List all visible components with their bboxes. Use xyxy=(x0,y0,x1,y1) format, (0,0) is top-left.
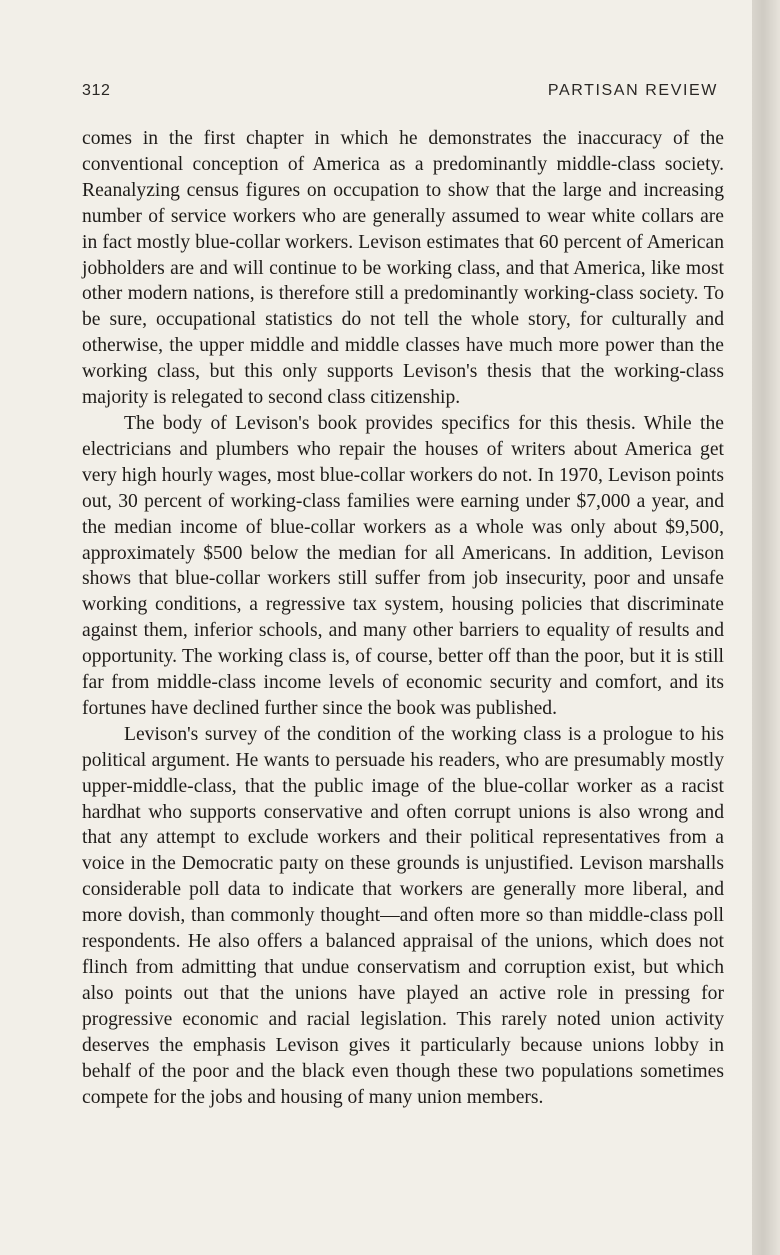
page-header xyxy=(82,82,718,106)
page-number: 312 xyxy=(82,82,111,99)
body-text xyxy=(82,126,724,1110)
paragraph-1: comes in the first chapter in which he demonstrates the inaccuracy of the conventional conception of America as a predominantly middle-class society. Reanalyzing census figures on occupation to show that the large and increasing number of service workers who are generally assumed to wear white collars are in fact mostly blue-collar workers. Levison estimates that 60 percent of American jobholders are and will continue to be working class, and that America, like most other modern nations, is therefore still a predominantly working-class society. To be sure, occupational statistics do not tell the whole story, for culturally and otherwise, the upper middle and middle classes have much more power than the working class, but this only supports Levison's thesis that the working-class majority is relegated to second class citizenship. xyxy=(82,128,724,409)
page-edge-shadow xyxy=(752,0,780,1255)
running-head: PARTISAN REVIEW xyxy=(547,82,718,99)
paragraph-2: The body of Levison's book provides specifics for this thesis. While the electricians and plumbers who repair the houses of writers about America get very high hourly wages, most blue-collar workers do not. In 1970, Levison points out, 30 percent of working-class families were earning under $7,000 a year, and the median income of blue-collar workers as a whole was only about $9,500, approximately $500 below the median for all Americans. In addition, Levison shows that blue-collar workers still suffer from job insecurity, poor and unsafe working conditions, a regressive tax system, housing policies that discriminate against them, inferior schools, and many other barriers to equality of results and opportunity. The working class is, of course, better off than the poor, but it is still far from middle-class income levels of economic security and comfort, and its fortunes have declined further since the book was published. xyxy=(82,412,724,719)
paragraph-3: Levison's survey of the condition of the working class is a prologue to his political argument. He wants to persuade his readers, who are presumably mostly upper-middle-class, that the public image of the blue-collar worker as a racist hardhat who supports conservative and often corrupt unions is also wrong and that any attempt to exclude workers and their political representatives from a voice in the Democratic paıty on these grounds is unjustified. Levison marshalls considerable poll data to indicate that workers are generally more liberal, and more dovish, than commonly thought—and often more so than middle-class poll respondents. He also offers a balanced appraisal of the unions, which does not flinch from admitting that undue conservatism and corruption exist, but which also points out that the unions have played an active role in pressing for progressive economic and racial legislation. This rarely noted union activity deserves the emphasis Levison gives it particularly because unions lobby in behalf of the poor and the black even though these two populations sometimes compete for the jobs and housing of many union members. xyxy=(82,723,724,1108)
